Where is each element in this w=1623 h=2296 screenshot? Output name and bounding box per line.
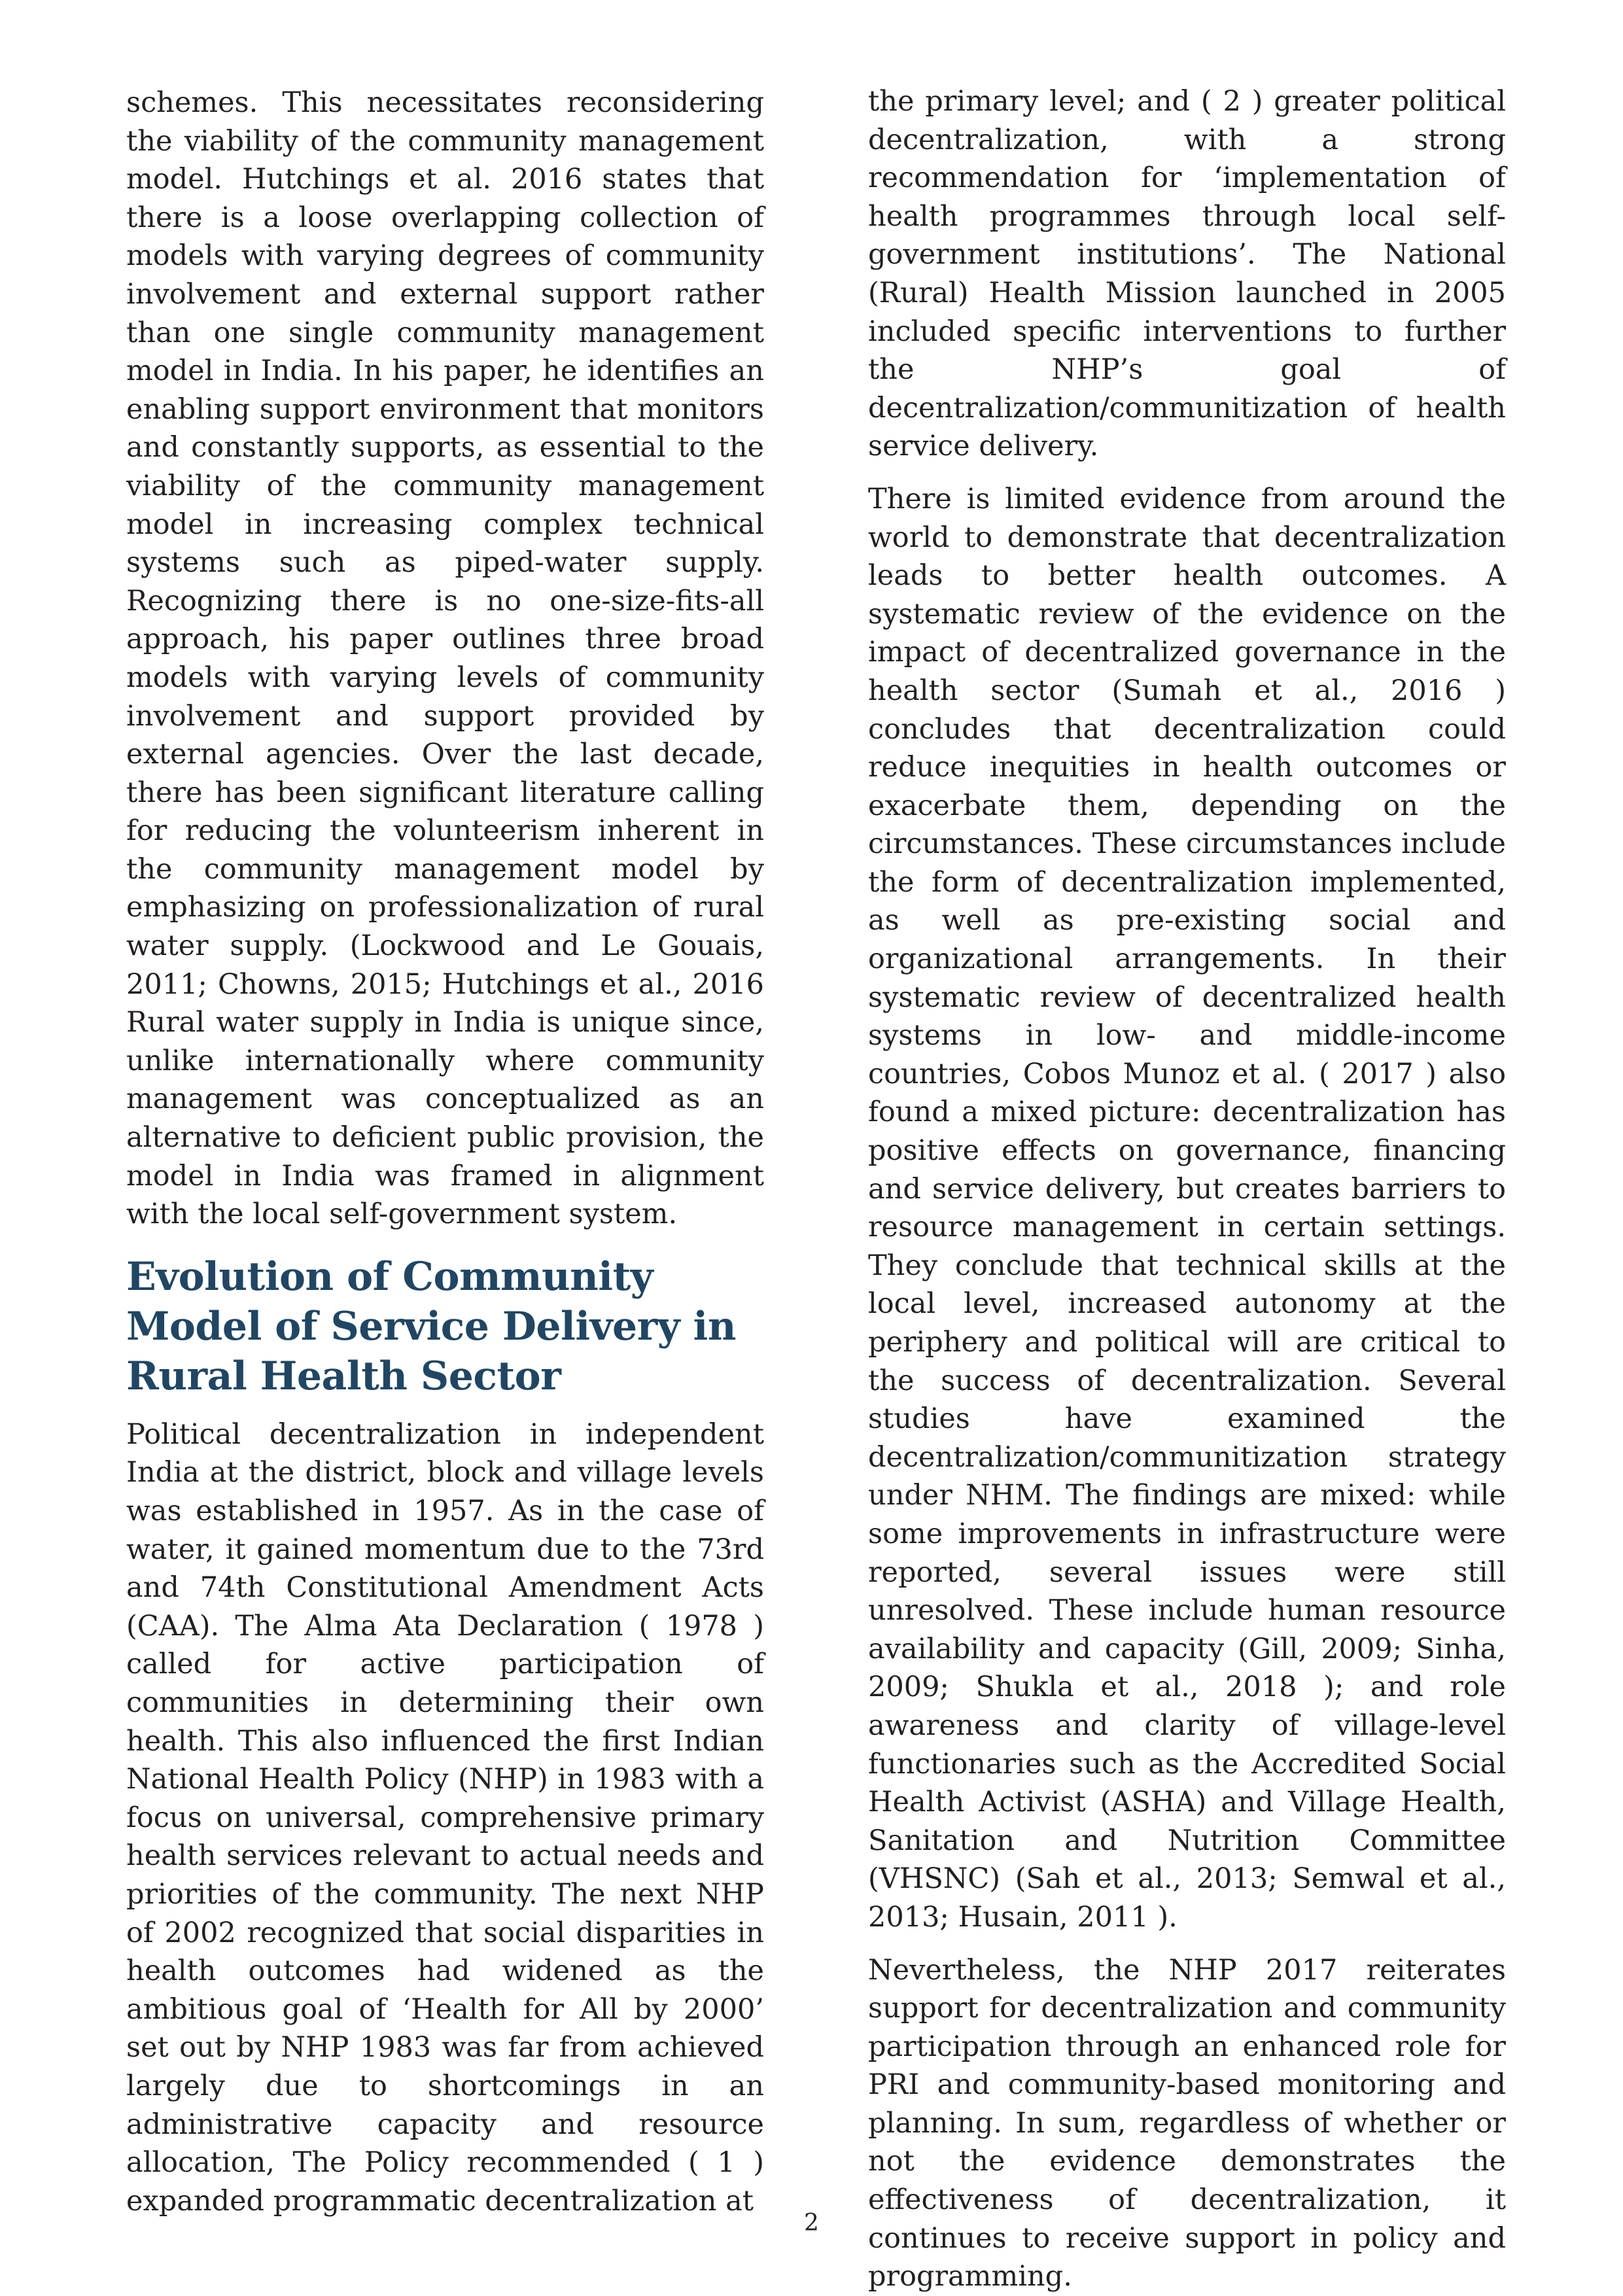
page-number: 2 bbox=[804, 2210, 819, 2236]
body-paragraph: Nevertheless, the NHP 2017 reiterates support for decentralization and community participation through an enhanced role for PRI and community-based monitoring and planning. In sum, regardless of whether or not the evidence demonstrates the effectiveness of decentralization, it continues to receive support in policy and programming. bbox=[868, 1953, 1506, 2293]
left-column bbox=[126, 84, 764, 2220]
body-paragraph: the primary level; and ( 2 ) greater political decentralization, with a strong recommendation for ‘implementation of health programmes through local self-government institutions’. The National (Rural) Health Mission launched in 2005 included specific interventions to further the NHP’s goal of decentralization/communitization of health service delivery. bbox=[868, 85, 1506, 463]
right-column bbox=[868, 82, 1506, 2296]
body-paragraph: There is limited evidence from around the world to demonstrate that decentralization leads to better health outcomes. A systematic review of the evidence on the impact of decentralized governance in the health sector (Sumah et al., 2016 ) concludes that decentralization could reduce inequities in health outcomes or exacerbate them, depending on the circumstances. These circumstances include the form of decentralization implemented, as well as pre-existing social and organizational arrangements. In their systematic review of decentralized health systems in low- and middle-income countries, Cobos Munoz et al. ( 2017 ) also found a mixed picture: decentralization has positive effects on governance, financing and service delivery, but creates barriers to resource management in certain settings. They conclude that technical skills at the local level, increased autonomy at the periphery and political will are critical to the success of decentralization. Several studies have examined the decentralization/communitization strategy under NHM. The findings are mixed: while some improvements in infrastructure were reported, several issues were still unresolved. These include human resource availability and capacity (Gill, 2009; Sinha, 2009; Shukla et al., 2018 ); and role awareness and clarity of village-level functionaries such as the Accredited Social Health Activist (ASHA) and Village Health, Sanitation and Nutrition Committee (VHSNC) (Sah et al., 2013; Semwal et al., 2013; Husain, 2011 ). bbox=[868, 482, 1506, 1934]
body-paragraph: Political decentralization in independent India at the district, block and village levels was established in 1957. As in the case of water, it gained momentum due to the 73rd and 74th Constitutional Amendment Acts (CAA). The Alma Ata Declaration ( 1978 ) called for active participation of communities in determining their own health. This also influenced the first Indian National Health Policy (NHP) in 1983 with a focus on universal, comprehensive primary health services relevant to actual needs and priorities of the community. The next NHP of 2002 recognized that social disparities in health outcomes had widened as the ambitious goal of ‘Health for All by 2000’ set out by NHP 1983 was far from achieved largely due to shortcomings in an administrative capacity and resource allocation, The Policy recommended ( 1 ) expanded programmatic decentralization at bbox=[126, 1418, 764, 2218]
section-heading: Evolution of Community Model of Service Delivery in Rural Health Sector bbox=[126, 1253, 736, 1399]
body-paragraph: schemes. This necessitates reconsidering the viability of the community management model. Hutchings et al. 2016 states that there is a loose overlapping collection of models with varying degrees of community involvement and external support rather than one single community management model in India. In his paper, he identifies an enabling support environment that monitors and constantly supports, as essential to the viability of the community management model in increasing complex technical systems such as piped-water supply. Recognizing there is no one-size-fits-all approach, his paper outlines three broad models with varying levels of community involvement and support provided by external agencies. Over the last decade, there has been significant literature calling for reducing the volunteerism inherent in the community management model by emphasizing on professionalization of rural water supply. (Lockwood and Le Gouais, 2011; Chowns, 2015; Hutchings et al., 2016 Rural water supply in India is unique since, unlike internationally where community management was conceptualized as an alternative to deficient public provision, the model in India was framed in alignment with the local self-government system. bbox=[126, 86, 764, 1231]
